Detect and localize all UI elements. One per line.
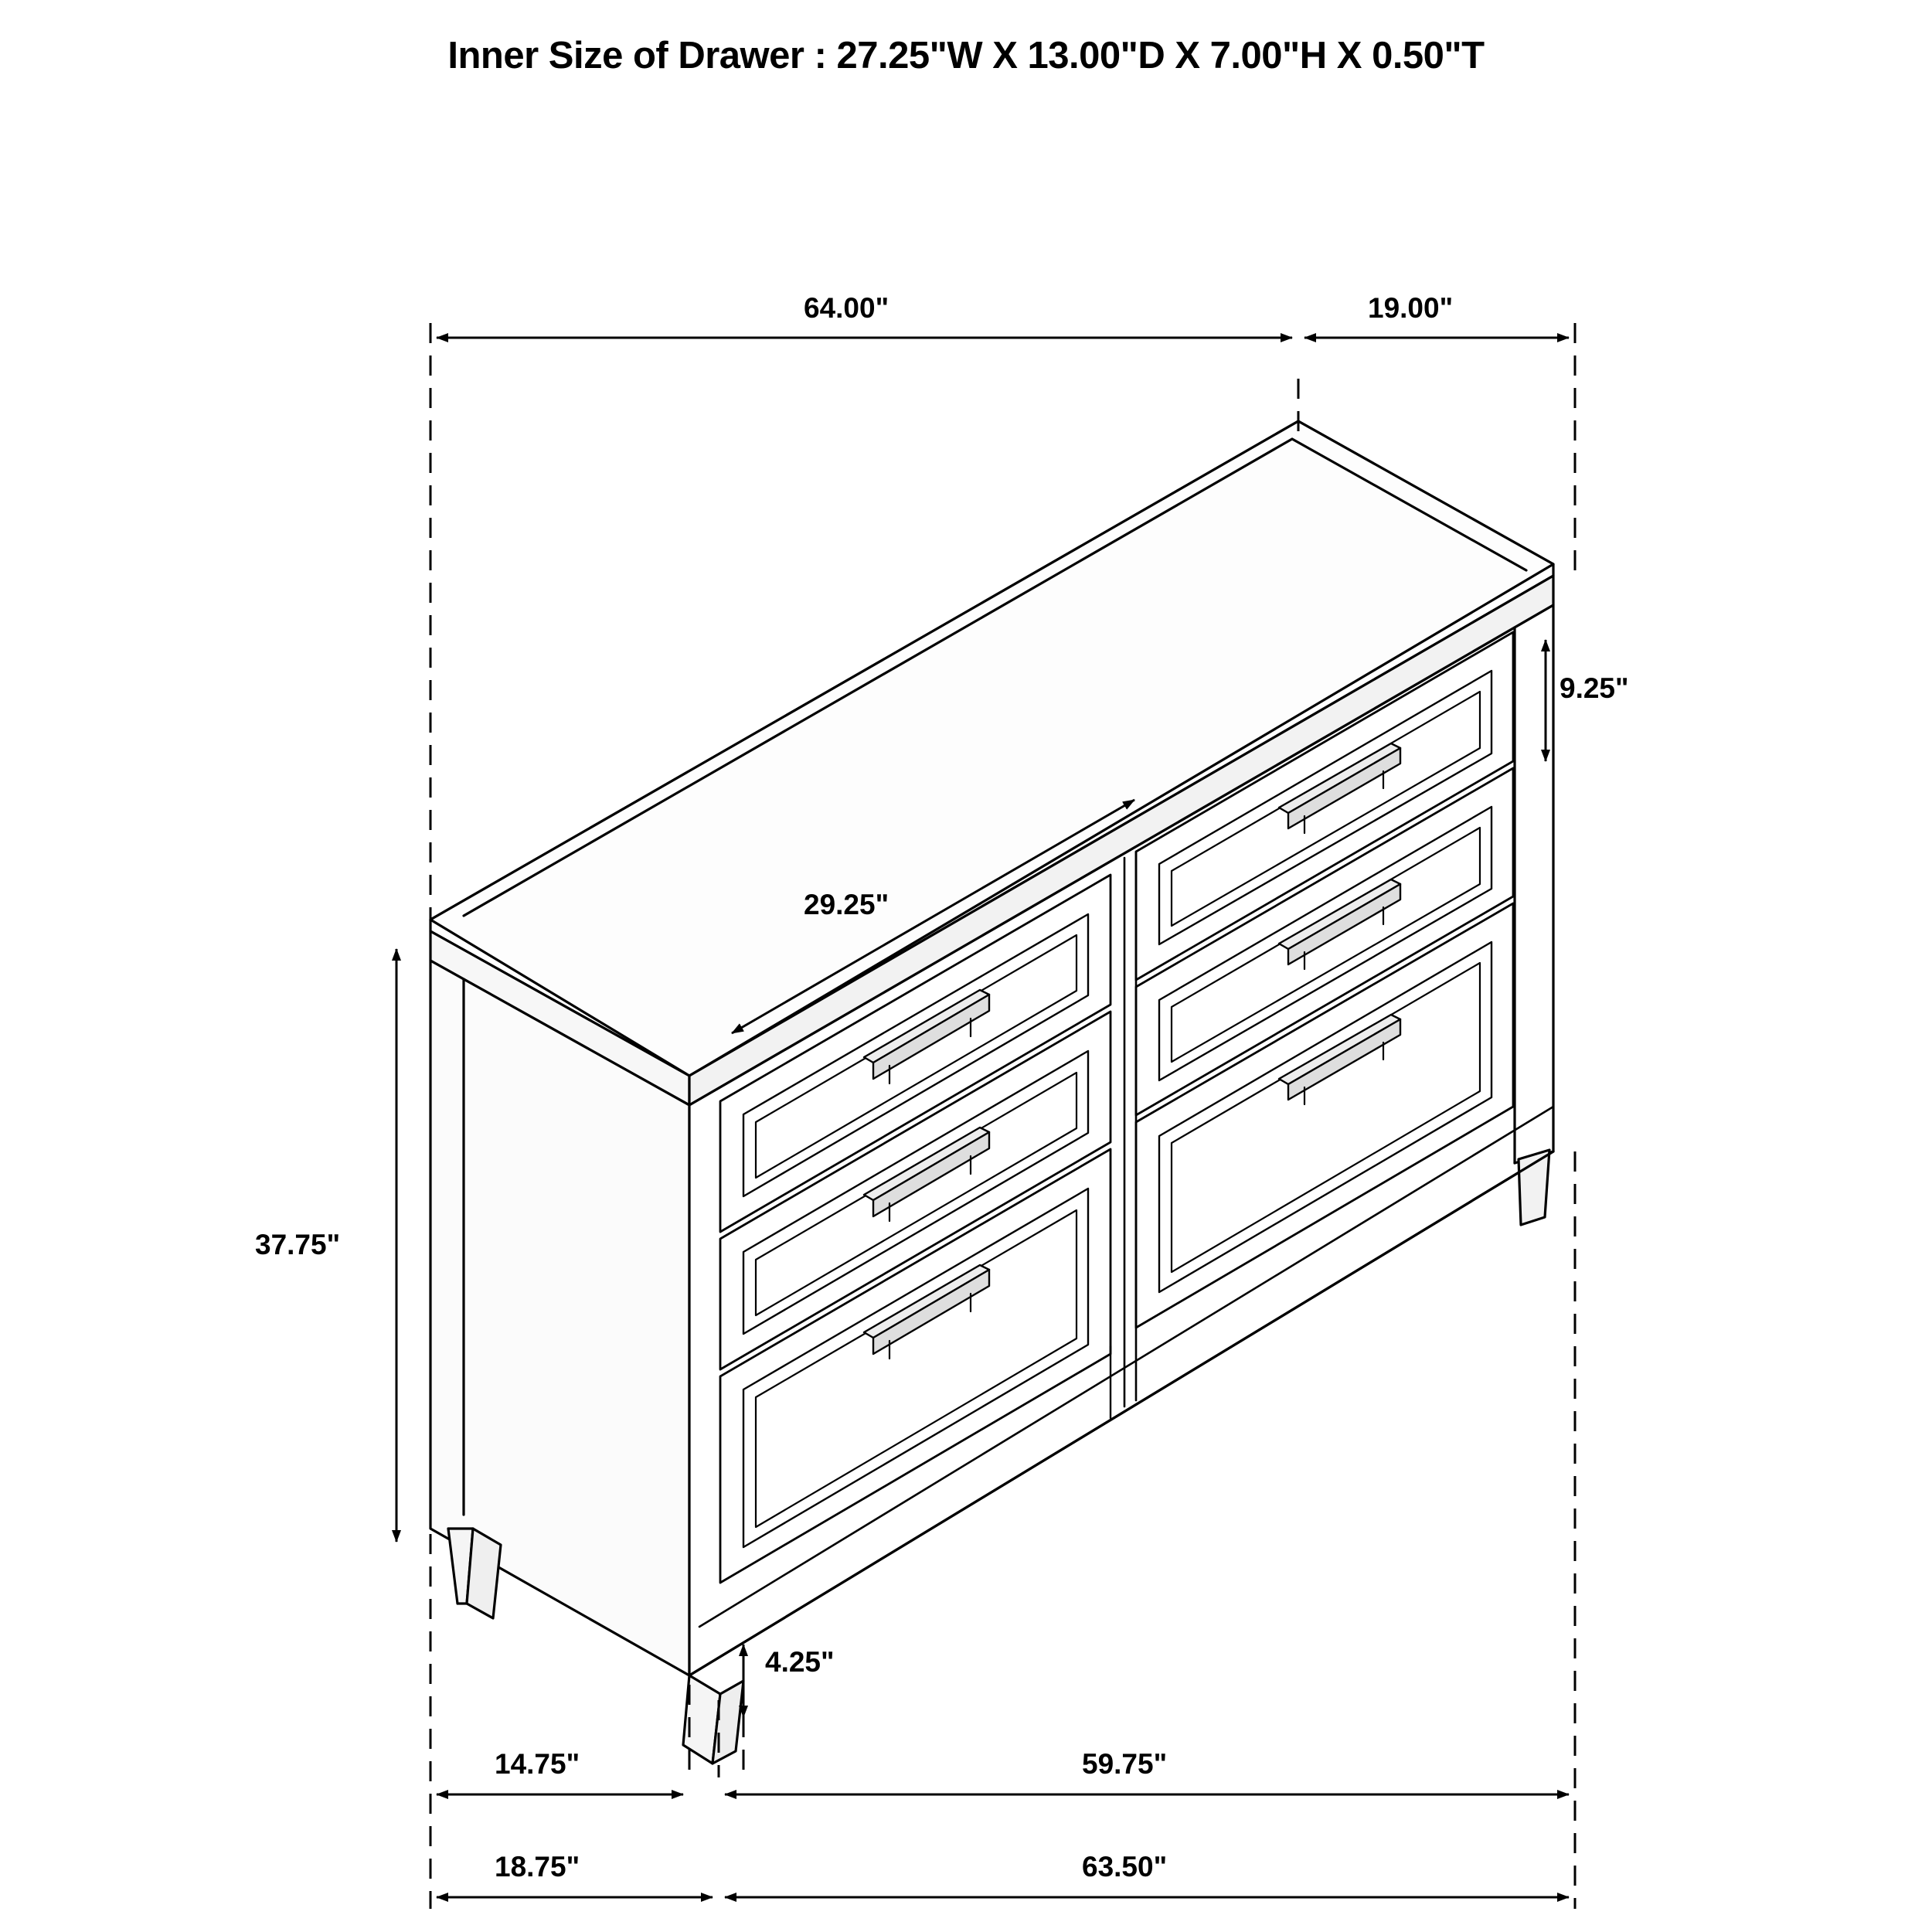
page-title: Inner Size of Drawer : 27.25"W X 13.00"D X 7.00"H X 0.50"T bbox=[447, 35, 1485, 77]
label-overall-height: 37.75" bbox=[255, 1229, 341, 1260]
label-top-width: 64.00" bbox=[804, 292, 889, 324]
label-front-total: 63.50" bbox=[1082, 1851, 1168, 1883]
label-side-base: 14.75" bbox=[495, 1748, 580, 1780]
label-drawer-width: 29.25" bbox=[804, 889, 889, 920]
label-drawer-height: 9.25" bbox=[1560, 672, 1629, 704]
label-side-total: 18.75" bbox=[495, 1851, 580, 1883]
label-top-side: 19.00" bbox=[1368, 292, 1454, 324]
label-leg-height: 4.25" bbox=[765, 1646, 835, 1678]
label-front-base: 59.75" bbox=[1082, 1748, 1168, 1780]
